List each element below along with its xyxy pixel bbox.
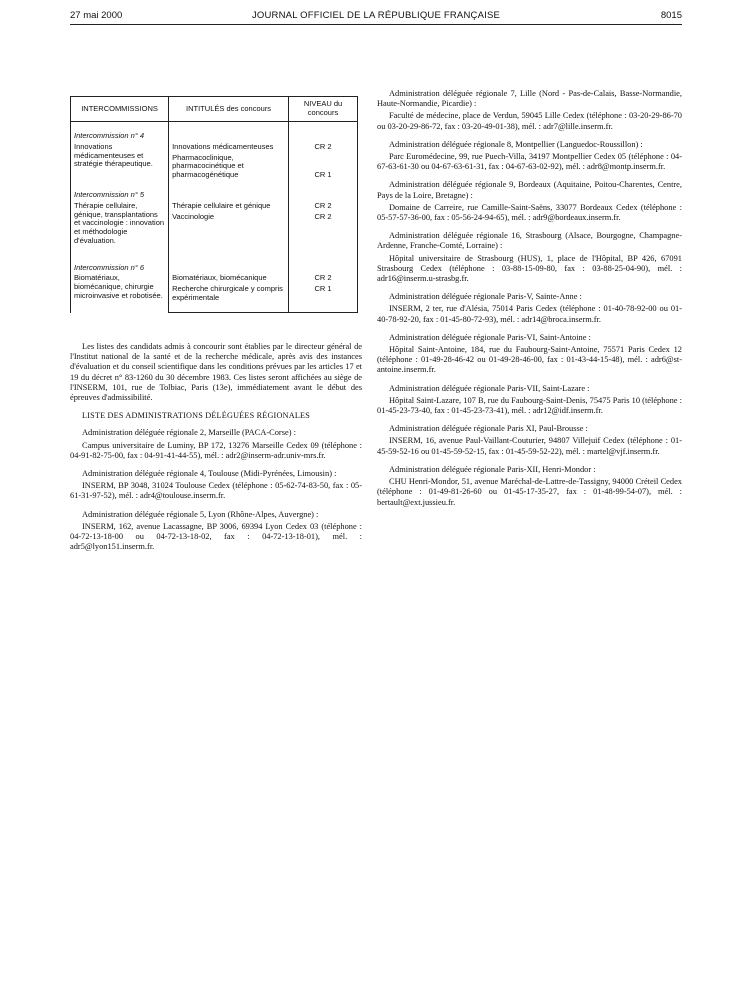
group-heading: Intercommission n° 5 [71, 181, 169, 201]
concours-title: Pharmacoclinique, pharmacocinétique et pharmacogénétique [169, 153, 289, 181]
admin-address: Faculté de médecine, place de Verdun, 59045 Lille Cedex (téléphone : 03-20-29-86-70 ou 03-20-29-86-72, fax : 03-20-49-01-38), mél. : adr7@lille.inserm.fr. [377, 111, 682, 131]
concours-level: CR 2 [289, 212, 358, 254]
admin-heading: Administration déléguée régionale Paris-V, Sainte-Anne : [389, 292, 582, 302]
page-header [70, 10, 682, 24]
right-column [377, 89, 682, 516]
table-header-intitules: INTITULÉS des concours [169, 97, 289, 122]
admin-heading: Administration déléguée régionale 2, Marseille (PACA-Corse) : [82, 428, 296, 438]
group-name: Biomatériaux, biomécanique, chirurgie microinvasive et robotisée. [71, 273, 169, 312]
journal-title: JOURNAL OFFICIEL DE LA RÉPUBLIQUE FRANÇAISE [251, 10, 501, 21]
admin-address: Hôpital universitaire de Strasbourg (HUS), 1, place de l'Hôpital, BP 426, 67091 Strasbourg Cedex (téléphone : 03-88-15-09-80, fax : 03-88-25-04-90), mél. : adr16@inserm.u-strasbg.fr. [377, 253, 682, 284]
page-number: 8015 [660, 10, 682, 21]
admin-address: Hôpital Saint-Lazare, 107 B, rue du Faubourg-Saint-Denis, 75475 Paris 10 (téléphone : 01-45-23-73-40, fax : 01-45-23-73-41), mél. : adr12@idf.inserm.fr. [377, 395, 682, 416]
intercommissions-table [70, 96, 358, 313]
admin-heading: Administration déléguée régionale Paris-VII, Saint-Lazare : [389, 383, 590, 393]
concours-title: Vaccinologie [169, 212, 289, 254]
admin-heading: Administration déléguée régionale Paris-XII, Henri-Mondor : [389, 464, 596, 474]
group-name: Thérapie cellulaire, génique, transplantations et vaccinologie : innovation et méthodologie d'évaluation. [71, 201, 169, 254]
group-heading: Intercommission n° 4 [71, 122, 169, 142]
admin-heading: Administration déléguée régionale 4, Toulouse (Midi-Pyrénées, Limousin) : [82, 469, 337, 479]
intro-paragraph: Les listes des candidats admis à concourir sont établies par le directeur général de l'Institut national de la santé et de la recherche médicale, après avis des instances d'évaluation et du conseil scientifique dans les conditions prévues par les articles 17 et 19 du décret n° 83-1260 du 30 décembre 1983. Ces listes seront affichées au siège de l'INSERM, 101, rue de Tolbiac, Paris (13e), immédiatement avant le début des épreuves d'admissibilité. [70, 342, 362, 403]
admin-address: Domaine de Carreire, rue Camille-Saint-Saëns, 33077 Bordeaux Cedex (téléphone : 05-57-57-36-00, fax : 05-56-24-94-65), mél. : adr9@bordeaux.inserm.fr. [377, 202, 682, 223]
admin-address: INSERM, 16, avenue Paul-Vaillant-Couturier, 94807 Villejuif Cedex (téléphone : 01-45-59-52-16 ou 01-45-59-52-15, fax : 01-45-59-52-22), mél. : martel@vjf.inserm.fr. [377, 436, 682, 456]
admin-address: INSERM, 2 ter, rue d'Alésia, 75014 Paris Cedex (téléphone : 01-40-78-92-00 ou 01-40-78-92-20, fax : 01-45-80-72-93), mél. : adr14@broca.inserm.fr. [377, 304, 682, 324]
header-date: 27 mai 2000 [70, 10, 123, 21]
concours-title: Innovations médicamenteuses [169, 142, 289, 153]
group-name: Innovations médicamenteuses et stratégie thérapeutique. [71, 142, 169, 181]
admin-heading: Administration déléguée régionale 8, Montpellier (Languedoc-Roussillon) : [389, 139, 643, 149]
admin-heading: Administration déléguée régionale Paris-VI, Saint-Antoine : [389, 332, 591, 342]
admin-address: Campus universitaire de Luminy, BP 172, 13276 Marseille Cedex 09 (téléphone : 04-91-82-75-00, fax : 04-91-41-44-55), mél. : adr2@inserm-adr.univ-mrs.fr. [70, 440, 362, 460]
admin-address: Hôpital Saint-Antoine, 184, rue du Faubourg-Saint-Antoine, 75571 Paris Cedex 12 (téléphone : 01-49-28-46-42 ou 01-49-28-46-00, fax : 01-43-44-15-48), mél. : adr6@st-antoine.inserm.fr. [377, 345, 682, 375]
admin-heading: Administration déléguée régionale Paris XI, Paul-Brousse : [389, 424, 588, 434]
admin-heading: Administration déléguée régionale 7, Lille (Nord - Pas-de-Calais, Basse-Normandie, Haute-Normandie, Picardie) : [377, 89, 682, 109]
left-column [70, 342, 362, 560]
concours-title: Thérapie cellulaire et génique [169, 201, 289, 212]
admin-heading: Administration déléguée régionale 9, Bordeaux (Aquitaine, Poitou-Charentes, Centre, Pays de la Loire, Bretagne) : [377, 180, 682, 200]
admin-address: CHU Henri-Mondor, 51, avenue Maréchal-de-Lattre-de-Tassigny, 94000 Créteil Cedex (téléphone : 01-49-81-26-60 ou 01-45-17-35-27, fax : 01-48-99-54-07), mél. : bertault@ext.jussieu.fr. [377, 477, 682, 507]
list-title: LISTE DES ADMINISTRATIONS DÉLÉGUÉES RÉGIONALES [82, 411, 310, 421]
table-header-intercommissions: INTERCOMMISSIONS [71, 97, 169, 122]
concours-level: CR 2 [289, 201, 358, 212]
admin-heading: Administration déléguée régionale 16, Strasbourg (Alsace, Bourgogne, Champagne-Ardenne, Franche-Comté, Lorraine) : [377, 231, 682, 251]
concours-title: Biomatériaux, biomécanique [169, 273, 289, 284]
group-heading: Intercommission n° 6 [71, 254, 169, 274]
concours-level: CR 1 [289, 284, 358, 313]
admin-address: INSERM, 162, avenue Lacassagne, BP 3006, 69394 Lyon Cedex 03 (téléphone : 04-72-13-18-00 ou 04-72-13-18-02, fax : 04-72-13-18-01), mél. : adr5@lyon151.inserm.fr. [70, 521, 362, 552]
header-rule [70, 24, 682, 25]
admin-heading: Administration déléguée régionale 5, Lyon (Rhône-Alpes, Auvergne) : [82, 509, 319, 519]
concours-level: CR 1 [289, 153, 358, 181]
concours-level: CR 2 [289, 142, 358, 153]
concours-title: Recherche chirurgicale y compris expérimentale [169, 284, 289, 313]
concours-level: CR 2 [289, 273, 358, 284]
admin-address: Parc Euromédecine, 99, rue Puech-Villa, 34197 Montpellier Cedex 05 (téléphone : 04-67-63-61-30 ou 04-67-63-61-31, fax : 04-67-63-02-92), mél. : adr8@montp.inserm.fr. [377, 152, 682, 172]
admin-address: INSERM, BP 3048, 31024 Toulouse Cedex (téléphone : 05-62-74-83-50, fax : 05-61-31-97-52), mél. : adr4@toulouse.inserm.fr. [70, 481, 362, 501]
table-header-niveau: NIVEAU du concours [289, 97, 358, 122]
